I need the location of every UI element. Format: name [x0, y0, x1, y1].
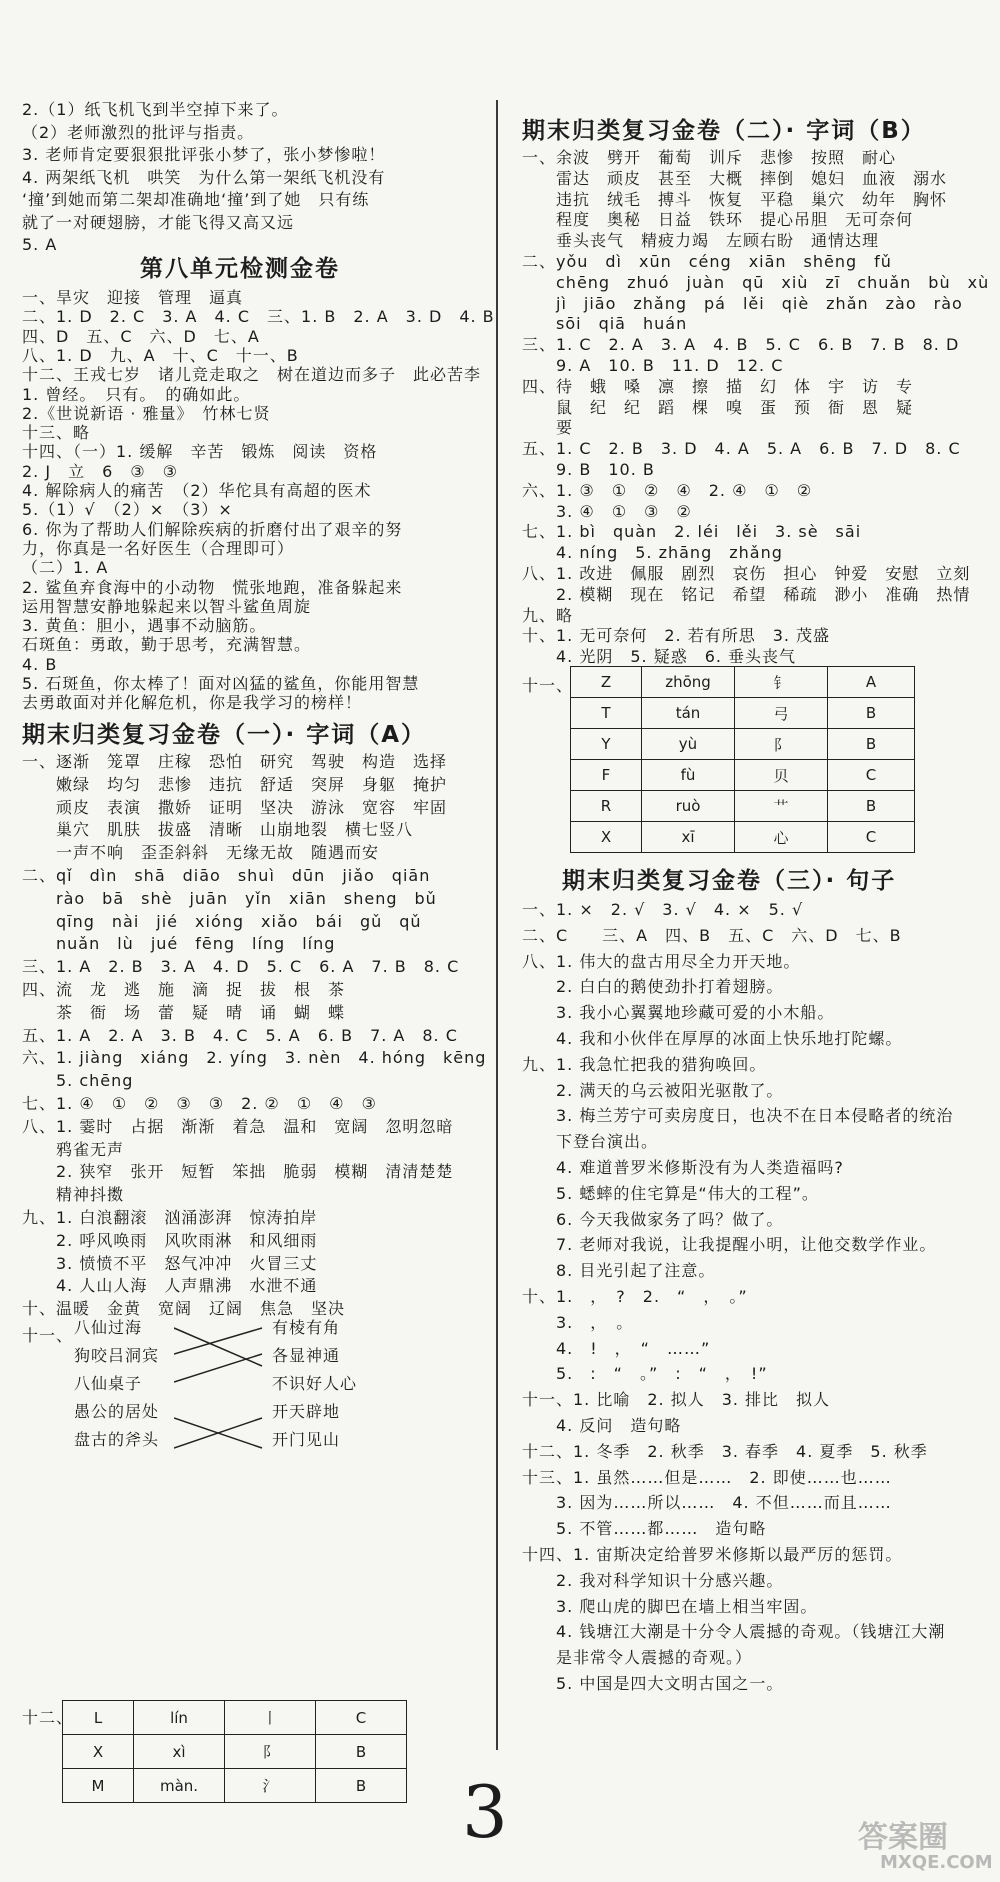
- answer-line: 2. J 立 6 ③ ③: [22, 461, 178, 481]
- table-row: [571, 729, 915, 760]
- matching-item: 盘古的斧头: [74, 1430, 160, 1449]
- table-cell: 阝: [225, 1735, 316, 1769]
- answer-line: 4. 钱塘江大潮是十分令人震撼的奇观。（钱塘江大潮: [522, 1622, 946, 1642]
- answer-line: 1. 曾经。 只有。 的确如此。: [22, 384, 251, 404]
- matching-item: 八仙桌子: [74, 1374, 143, 1393]
- table12: [62, 1700, 407, 1803]
- answer-line: 3. ， 。: [522, 1312, 634, 1332]
- table-cell: 钅: [735, 667, 828, 698]
- answer-line: 六、1. jiàng xiáng 2. yíng 3. nèn 4. hóng kēng: [22, 1048, 487, 1068]
- answer-line: 十一、1. 比喻 2. 拟人 3. 排比 拟人: [522, 1390, 831, 1410]
- answer-line: 就了一对硬翅膀，才能飞得又高又远: [22, 212, 295, 232]
- table11-label: 十一、: [522, 676, 574, 695]
- answer-line: 八、1. 伟大的盘古用尽全力开天地。: [522, 951, 801, 971]
- answer-line: 要: [522, 418, 574, 438]
- watermark-url: MXQE.COM: [880, 1852, 993, 1873]
- answer-line: 十、1. 无可奈何 2. 若有所思 3. 茂盛: [522, 626, 831, 646]
- answer-line: 5. : “ 。” : “ ， !”: [522, 1364, 768, 1384]
- table-row: [571, 822, 915, 853]
- answer-line: qīng nài jié xióng xiǎo bái gǔ qǔ: [22, 911, 422, 931]
- matching-item: 开门见山: [272, 1430, 341, 1449]
- answer-line: 石斑鱼：勇敢，勤于思考，充满智慧。: [22, 635, 312, 655]
- answer-line: 2. 我对科学知识十分感兴趣。: [522, 1570, 784, 1590]
- table-row: [571, 791, 915, 822]
- answer-line: 去勇敢面对并化解危机，你是我学习的榜样！: [22, 693, 363, 713]
- answer-line: 8. 目光引起了注意。: [522, 1261, 716, 1281]
- answer-line: 运用智慧安静地躲起来以智斗鲨鱼周旋: [22, 596, 312, 616]
- table-cell: fù: [642, 760, 735, 791]
- answer-line: （二）1. A: [22, 558, 109, 578]
- table-cell: X: [63, 1735, 134, 1769]
- matching-item: 有棱有角: [272, 1318, 341, 1337]
- answer-line: 五、1. C 2. B 3. D 4. A 5. A 6. B 7. D 8. C: [522, 439, 961, 459]
- answer-line: 4. níng 5. zhāng zhǎng: [522, 543, 783, 563]
- table-row: [63, 1735, 407, 1769]
- table-cell: B: [828, 698, 915, 729]
- column-divider: [496, 100, 498, 1750]
- answer-line: rào bā shè juān yǐn xiān sheng bǔ: [22, 888, 437, 908]
- table-cell: lín: [134, 1701, 225, 1735]
- final1-title: 期末归类复习金卷（一）· 字词（A）: [22, 722, 427, 748]
- table-cell: F: [571, 760, 642, 791]
- table-cell: B: [828, 791, 915, 822]
- answer-line: 七、1. bì quàn 2. léi lěi 3. sè sāi: [522, 522, 862, 542]
- table-row: [63, 1701, 407, 1735]
- table-cell: 阝: [735, 729, 828, 760]
- table-cell: C: [828, 760, 915, 791]
- table-cell: B: [316, 1769, 407, 1803]
- answer-line: 4. 解除病人的痛苦 （2）华佗具有高超的医术: [22, 481, 372, 500]
- answer-line: 十二、1. 冬季 2. 秋季 3. 春季 4. 夏季 5. 秋季: [522, 1441, 928, 1461]
- answer-line: 十、温暖 金黄 宽阔 辽阔 焦急 坚决: [22, 1299, 346, 1319]
- answer-line: 2. 满天的乌云被阳光驱散了。: [522, 1080, 784, 1100]
- answer-line: 四、待 蛾 嗓 凛 擦 描 幻 体 宇 访 专: [522, 376, 914, 396]
- answer-line: 5. 蟋蟀的住宅算是“伟大的工程”。: [522, 1183, 819, 1203]
- answer-line: 十二、王戎七岁 诸儿竞走取之 树在道边而多子 此必苦李: [22, 365, 482, 385]
- table-cell: ruò: [642, 791, 735, 822]
- answer-line: jì jiāo zhǎng pá lěi qiè zhǎn zào rào: [522, 293, 963, 313]
- table-row: [571, 760, 915, 791]
- answer-line: 一、旱灾 迎接 管理 逼真: [22, 288, 244, 307]
- answer-line: 六、1. ③ ① ② ④ 2. ④ ① ②: [522, 480, 813, 500]
- answer-line: 茶 衙 场 蕾 疑 晴 诵 蝴 蝶: [22, 1002, 346, 1022]
- answer-line: 鸦雀无声: [22, 1139, 125, 1159]
- table-cell: màn.: [134, 1769, 225, 1803]
- table-row: [571, 698, 915, 729]
- answer-line: 6. 今天我做家务了吗？做了。: [522, 1209, 784, 1229]
- answer-line: 程度 奥秘 日益 铁环 提心吊胆 无可奈何: [522, 210, 914, 230]
- answer-line: 十、1. ， ? 2. “ ， 。”: [522, 1287, 748, 1306]
- answer-line: 八、1. D 九、A 十、C 十一、B: [22, 345, 299, 365]
- matching-label: 十一、: [22, 1326, 74, 1345]
- answer-line: 三、1. A 2. B 3. A 4. D 5. C 6. A 7. B 8. C: [22, 957, 460, 977]
- answer-line: 二、qǐ dìn shā diāo shuì dūn jiǎo qiān: [22, 866, 431, 885]
- table-cell: A: [828, 667, 915, 698]
- answer-line: 2. 狭窄 张开 短暂 笨拙 脆弱 模糊 清清楚楚: [22, 1162, 454, 1182]
- answer-line: 八、1. 霎时 占据 渐渐 着急 温和 宽阔 忽明忽暗: [22, 1116, 454, 1136]
- answer-line: 垂头丧气 精疲力竭 左顾右盼 通情达理: [522, 231, 880, 251]
- table-cell: M: [63, 1769, 134, 1803]
- matching-item: 各显神通: [272, 1346, 341, 1365]
- matching-item: 不识好人心: [272, 1374, 358, 1393]
- table-cell: tán: [642, 698, 735, 729]
- answer-line: 是非常令人震撼的奇观。）: [522, 1648, 753, 1668]
- table-cell: 氵: [225, 1769, 316, 1803]
- matching-lines: [174, 1320, 264, 1460]
- answer-line: 鼠 纪 纪 蹈 棵 嗅 蛋 预 衙 恩 疑: [522, 397, 914, 417]
- answer-line: sōi qiā huán: [522, 314, 688, 334]
- answer-line: 二、C 三、A 四、B 五、C 六、D 七、B: [522, 925, 902, 945]
- answer-line: 2. 模糊 现在 铭记 希望 稀疏 渺小 准确 热情: [522, 584, 971, 604]
- table-cell: Z: [571, 667, 642, 698]
- answer-line: 下登台演出。: [522, 1132, 659, 1152]
- answer-line: 2.（1）纸飞机飞到半空掉下来了。: [22, 100, 289, 119]
- answer-line: 九、1. 我急忙把我的猎狗唤回。: [522, 1054, 767, 1074]
- answer-line: 一、1. × 2. √ 3. √ 4. × 5. √: [522, 900, 804, 919]
- answer-line: 5. 不管……都…… 造句略: [522, 1519, 767, 1539]
- answer-line: 2. 呼风唤雨 风吹雨淋 和风细雨: [22, 1230, 318, 1250]
- answer-line: 4. ! ， “ ……”: [522, 1338, 711, 1358]
- answer-line: 力，你真是一名好医生（合理即可）: [22, 538, 295, 558]
- answer-line: 6. 你为了帮助人们解除疾病的折磨付出了艰辛的努: [22, 519, 403, 539]
- table-cell: Y: [571, 729, 642, 760]
- watermark-logo: 答案圈: [858, 1820, 948, 1855]
- table-cell: 丨: [225, 1701, 316, 1735]
- answer-line: 一、逐渐 笼罩 庄稼 恐怕 研究 驾驶 构造 选择: [22, 752, 448, 771]
- table-cell: xī: [642, 822, 735, 853]
- answer-line: 顽皮 表演 撒娇 证明 坚决 游泳 宽容 牢固: [22, 797, 448, 817]
- answer-line: 5. A: [22, 235, 58, 254]
- matching-item: 八仙过海: [74, 1318, 143, 1337]
- matching-item: 愚公的居处: [74, 1402, 160, 1421]
- answer-line: 精神抖擞: [22, 1185, 125, 1205]
- answer-line: 4. 人山人海 人声鼎沸 水泄不通: [22, 1276, 318, 1296]
- answer-line: 4. 难道普罗米修斯没有为人类造福吗?: [522, 1158, 844, 1177]
- answer-line: 九、1. 白浪翻滚 汹涌澎湃 惊涛拍岸: [22, 1208, 318, 1227]
- answer-line: 4. 反问 造句略: [522, 1416, 682, 1435]
- answer-line: 3. 愤愤不平 怒气冲冲 火冒三丈: [22, 1253, 318, 1273]
- answer-line: 7. 老师对我说，让我提醒小明，让他交数学作业。: [522, 1235, 937, 1255]
- answer-line: 4. 光阴 5. 疑惑 6. 垂头丧气: [522, 647, 797, 667]
- answer-line: 5. chēng: [22, 1071, 134, 1091]
- answer-line: 十三、略: [22, 423, 91, 443]
- answer-line: 2. 白白的鹅使劲扑打着翅膀。: [522, 977, 784, 997]
- table-cell: 弓: [735, 698, 828, 729]
- answer-line: 四、流 龙 逃 施 滴 捉 拔 根 茶: [22, 980, 346, 999]
- answer-line: 9. B 10. B: [522, 460, 655, 479]
- answer-line: 九、略: [522, 605, 574, 625]
- table-cell: C: [316, 1701, 407, 1735]
- answer-line: 9. A 10. B 11. D 12. C: [522, 356, 784, 375]
- answer-line: nuǎn lù jué fēng líng líng: [22, 934, 336, 954]
- answer-line: 3. 梅兰芳宁可卖房度日，也决不在日本侵略者的统治: [522, 1106, 954, 1126]
- matching-item: 开天辟地: [272, 1402, 341, 1421]
- answer-line: chēng zhuó juàn qū xiù zī chuǎn bù xù: [522, 272, 990, 292]
- answer-line: 5. 石斑鱼，你太棒了！面对凶猛的鲨鱼，你能用智慧: [22, 674, 420, 693]
- answer-line: （2）老师激烈的批评与指责。: [22, 122, 255, 142]
- table-row: [63, 1769, 407, 1803]
- table-cell: zhōng: [642, 667, 735, 698]
- table-cell: B: [828, 729, 915, 760]
- table-cell: C: [828, 822, 915, 853]
- table-cell: X: [571, 822, 642, 853]
- table-cell: 贝: [735, 760, 828, 791]
- answer-line: 三、1. C 2. A 3. A 4. B 5. C 6. B 7. B 8. D: [522, 335, 960, 355]
- answer-line: 5. 中国是四大文明古国之一。: [522, 1674, 784, 1693]
- answer-line: 七、1. ④ ① ② ③ ③ 2. ② ① ④ ③: [22, 1094, 377, 1113]
- table-cell: L: [63, 1701, 134, 1735]
- table11: [570, 666, 915, 853]
- table12-label: 十二、: [22, 1708, 74, 1727]
- answer-line: 3. 老师肯定要狠狠批评张小梦了，张小梦惨啦！: [22, 145, 386, 164]
- answer-line: 违抗 绒毛 搏斗 恢复 平稳 巢穴 幼年 胸怀: [522, 189, 948, 209]
- answer-line: 3. 我小心翼翼地珍藏可爱的小木船。: [522, 1003, 835, 1023]
- answer-line: 4. 两架纸飞机 哄笑 为什么第一架纸飞机没有: [22, 167, 386, 187]
- answer-line: 5.（1）√ （2）× （3）×: [22, 500, 233, 520]
- answer-line: 四、D 五、C 六、D 七、A: [22, 326, 260, 346]
- answer-line: 2. 鲨鱼弃食海中的小动物 慌张地跑，准备躲起来: [22, 577, 403, 597]
- answer-line: 2.《世说新语 · 雅量》 竹林七贤: [22, 403, 271, 423]
- answer-line: 4. 我和小伙伴在厚厚的冰面上快乐地打陀螺。: [522, 1029, 903, 1048]
- unit8-title: 第八单元检测金卷: [140, 256, 340, 282]
- answer-line: 八、1. 改进 佩服 剧烈 哀伤 担心 钟爱 安慰 立刻: [522, 564, 971, 583]
- table-cell: xì: [134, 1735, 225, 1769]
- answer-line: 五、1. A 2. A 3. B 4. C 5. A 6. B 7. A 8. C: [22, 1025, 458, 1045]
- matching-item: 狗咬吕洞宾: [74, 1346, 160, 1365]
- table-row: [571, 667, 915, 698]
- table-cell: T: [571, 698, 642, 729]
- answer-line: 一、余波 劈开 葡萄 训斥 悲惨 按照 耐心: [522, 148, 897, 167]
- answer-line: 二、yǒu dì xūn céng xiān shēng fǔ: [522, 252, 892, 271]
- table-cell: yù: [642, 729, 735, 760]
- answer-line: ‘撞’到她而第二架却准确地‘撞’到了她 只有练: [22, 190, 370, 209]
- answer-line: 二、1. D 2. C 3. A 4. C 三、1. B 2. A 3. D 4. B: [22, 307, 495, 327]
- page-number: 3: [462, 1770, 508, 1854]
- answer-line: 3. ④ ① ③ ②: [522, 501, 692, 521]
- table-cell: 艹: [735, 791, 828, 822]
- table-cell: 心: [735, 822, 828, 853]
- table-cell: R: [571, 791, 642, 822]
- answer-line: 雷达 顽皮 甚至 大概 摔倒 媳妇 血液 溺水: [522, 168, 948, 188]
- final2-title: 期末归类复习金卷（二）· 字词（B）: [522, 118, 926, 144]
- answer-line: 巢穴 肌肤 拔盛 清晰 山崩地裂 横七竖八: [22, 820, 414, 840]
- answer-line: 3. 因为……所以…… 4. 不但……而且……: [522, 1493, 892, 1513]
- answer-line: 十四、（一）1. 缓解 辛苦 锻炼 阅读 资格: [22, 442, 378, 462]
- answer-line: 十三、1. 虽然……但是…… 2. 即使……也……: [522, 1467, 892, 1487]
- answer-line: 一声不响 歪歪斜斜 无缘无故 随遇而安: [22, 843, 380, 863]
- table-cell: B: [316, 1735, 407, 1769]
- answer-line: 嫩绿 均匀 悲惨 违抗 舒适 突屏 身躯 掩护: [22, 774, 448, 794]
- answer-line: 4. B: [22, 654, 58, 674]
- answer-line: 3. 黄鱼：胆小，遇事不动脑筋。: [22, 616, 267, 636]
- answer-line: 3. 爬山虎的脚巴在墙上相当牢固。: [522, 1596, 818, 1616]
- final3-title: 期末归类复习金卷（三）· 句子: [562, 868, 897, 894]
- answer-line: 十四、1. 宙斯决定给普罗米修斯以最严厉的惩罚。: [522, 1545, 903, 1564]
